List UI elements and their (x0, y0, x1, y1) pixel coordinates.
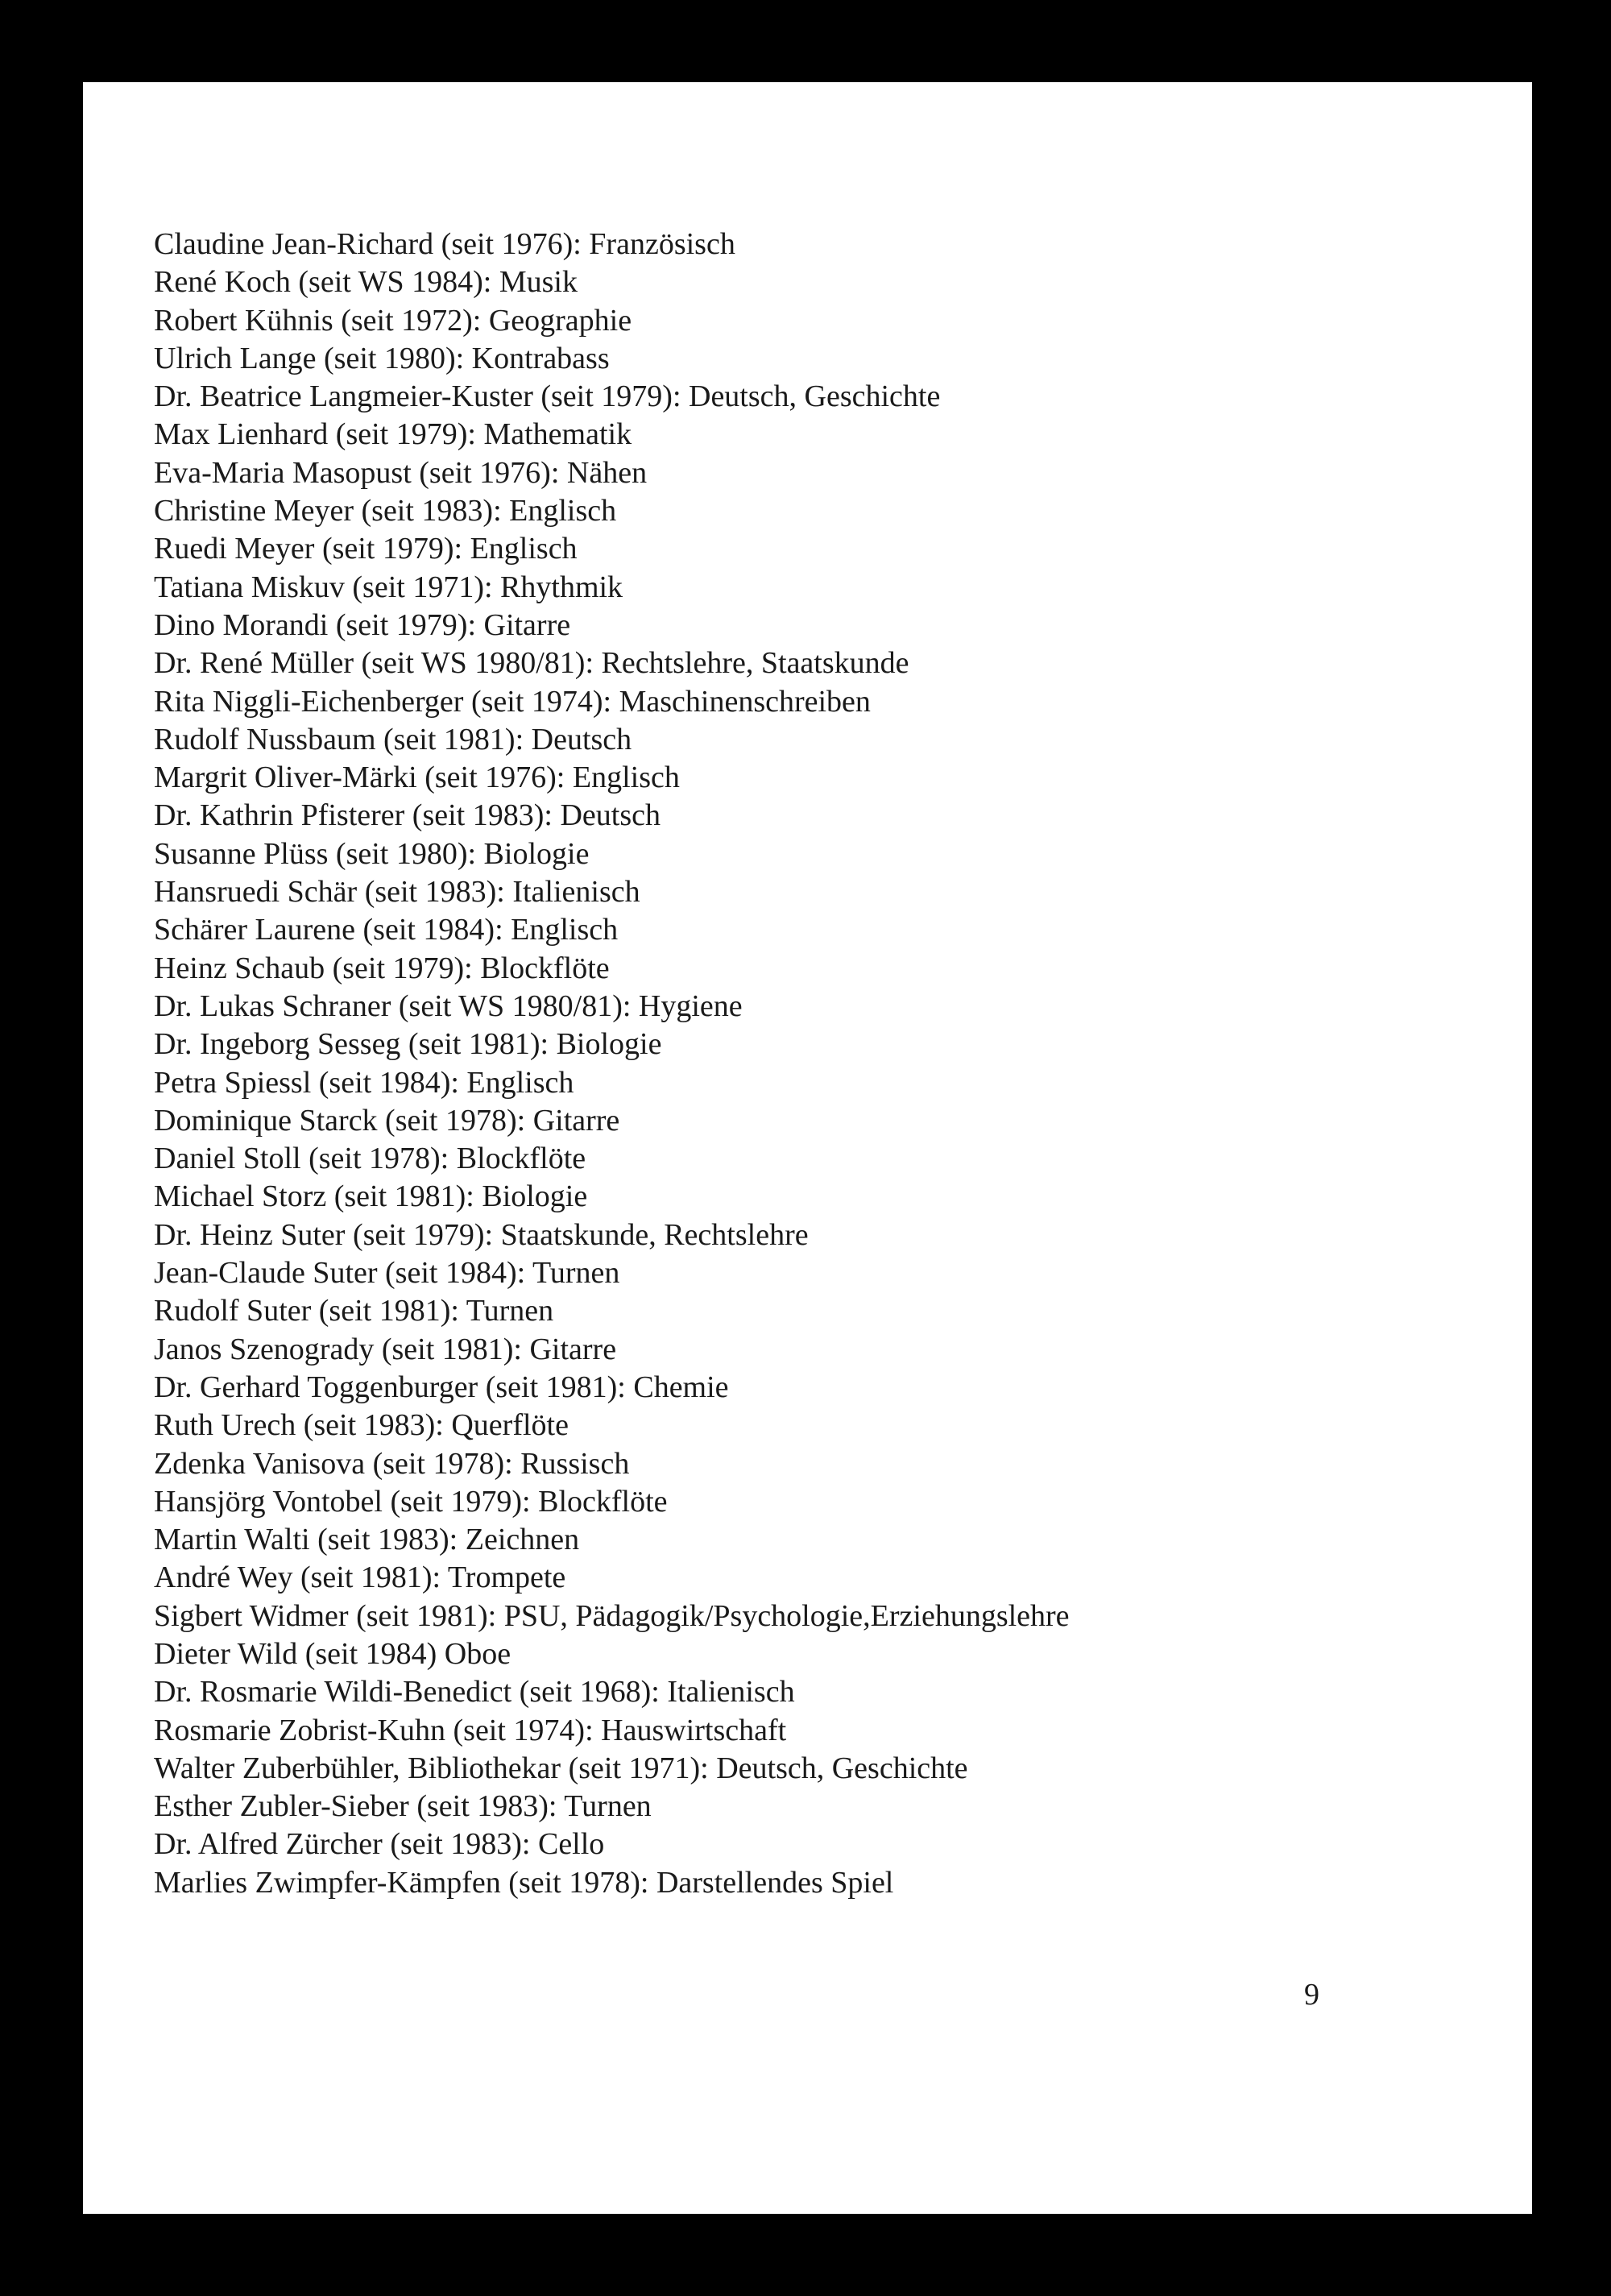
teacher-entry: Susanne Plüss (seit 1980): Biologie (154, 836, 590, 871)
teacher-entry: Rudolf Nussbaum (seit 1981): Deutsch (154, 722, 632, 756)
teacher-entry: Daniel Stoll (seit 1978): Blockflöte (154, 1142, 586, 1176)
teacher-entry: Ruedi Meyer (seit 1979): Englisch (154, 532, 578, 566)
teacher-entry: Esther Zubler-Sieber (seit 1983): Turnen (154, 1789, 652, 1824)
teacher-entry: Dr. Beatrice Langmeier-Kuster (seit 1979): Deutsch, Geschichte (154, 379, 941, 414)
page-number: 9 (1304, 1978, 1319, 2012)
teacher-entry: Dr. Rosmarie Wildi-Benedict (seit 1968): Italienisch (154, 1675, 795, 1710)
teacher-entry: Rosmarie Zobrist-Kuhn (seit 1974): Hauswirtschaft (154, 1713, 787, 1747)
teacher-entry: Tatiana Miskuv (seit 1971): Rhythmik (154, 570, 623, 604)
teacher-entry: Dino Morandi (seit 1979): Gitarre (154, 607, 571, 642)
teacher-entry: Sigbert Widmer (seit 1981): PSU, Pädagogik/Psychologie,Erziehungslehre (154, 1598, 1070, 1633)
teacher-entry: Eva-Maria Masopust (seit 1976): Nähen (154, 455, 648, 490)
teacher-entry: Jean-Claude Suter (seit 1984): Turnen (154, 1256, 620, 1291)
teacher-entry: Robert Kühnis (seit 1972): Geographie (154, 303, 632, 338)
teacher-entry: Walter Zuberbühler, Bibliothekar (seit 1971): Deutsch, Geschichte (154, 1751, 968, 1785)
teacher-entry: Dr. Lukas Schraner (seit WS 1980/81): Hygiene (154, 988, 743, 1023)
teacher-entry: Dr. Ingeborg Sesseg (seit 1981): Biologie (154, 1027, 662, 1062)
teacher-entry: Schärer Laurene (seit 1984): Englisch (154, 913, 619, 947)
teacher-entry: Dr. René Müller (seit WS 1980/81): Rechtslehre, Staatskunde (154, 646, 909, 681)
teacher-entry: Zdenka Vanisova (seit 1978): Russisch (154, 1446, 630, 1481)
teacher-entry: André Wey (seit 1981): Trompete (154, 1560, 566, 1595)
teacher-entry: Rita Niggli-Eichenberger (seit 1974): Maschinenschreiben (154, 684, 871, 719)
teacher-entry: Claudine Jean-Richard (seit 1976): Französisch (154, 227, 735, 261)
teacher-entry: Dr. Gerhard Toggenburger (seit 1981): Chemie (154, 1370, 729, 1404)
teacher-entry: Dr. Alfred Zürcher (seit 1983): Cello (154, 1827, 605, 1862)
teacher-entry: Rudolf Suter (seit 1981): Turnen (154, 1294, 554, 1328)
teacher-entry: Dominique Starck (seit 1978): Gitarre (154, 1103, 620, 1138)
teacher-entry: Christine Meyer (seit 1983): Englisch (154, 494, 617, 528)
teacher-entry: Dieter Wild (seit 1984) Oboe (154, 1636, 511, 1671)
document-page (83, 82, 1532, 2214)
teacher-entry: Dr. Heinz Suter (seit 1979): Staatskunde, Rechtslehre (154, 1217, 809, 1252)
teacher-entry: René Koch (seit WS 1984): Musik (154, 265, 578, 300)
teacher-entry: Marlies Zwimpfer-Kämpfen (seit 1978): Darstellendes Spiel (154, 1865, 894, 1900)
teacher-list (154, 226, 1070, 1902)
teacher-entry: Michael Storz (seit 1981): Biologie (154, 1179, 588, 1214)
teacher-entry: Ulrich Lange (seit 1980): Kontrabass (154, 341, 610, 375)
teacher-entry: Janos Szenogrady (seit 1981): Gitarre (154, 1332, 617, 1366)
teacher-entry: Max Lienhard (seit 1979): Mathematik (154, 417, 632, 452)
teacher-entry: Petra Spiessl (seit 1984): Englisch (154, 1065, 574, 1100)
teacher-entry: Hansjörg Vontobel (seit 1979): Blockflöte (154, 1484, 668, 1519)
teacher-entry: Ruth Urech (seit 1983): Querflöte (154, 1408, 569, 1443)
teacher-entry: Martin Walti (seit 1983): Zeichnen (154, 1523, 580, 1557)
teacher-entry: Margrit Oliver-Märki (seit 1976): Englisch (154, 760, 680, 795)
teacher-entry: Heinz Schaub (seit 1979): Blockflöte (154, 951, 610, 985)
teacher-entry: Hansruedi Schär (seit 1983): Italienisch (154, 875, 640, 910)
teacher-entry: Dr. Kathrin Pfisterer (seit 1983): Deutsch (154, 798, 661, 833)
